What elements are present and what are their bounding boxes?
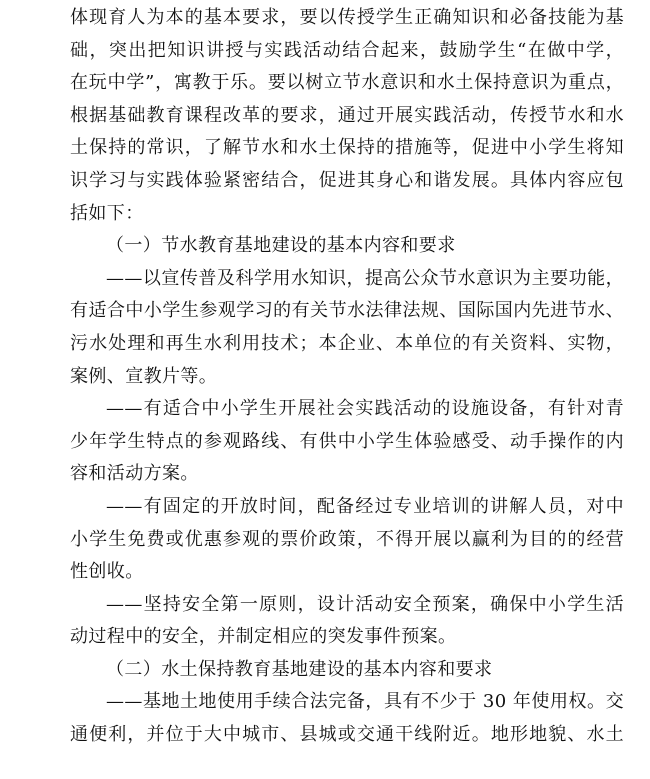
- text-line: 污水处理和再生水利用技术；本企业、本单位的有关资料、实物，: [70, 332, 624, 354]
- text-line: 少年学生特点的参观路线、有供中小学生体验感受、动手操作的内: [70, 430, 624, 452]
- text-line: ——坚持安全第一原则，设计活动安全预案，确保中小学生活: [106, 593, 624, 615]
- text-line: （二）水土保持教育基地建设的基本内容和要求: [106, 658, 493, 680]
- text-line: 动过程中的安全，并制定相应的突发事件预案。: [70, 626, 457, 648]
- text-line: 有适合中小学生参观学习的有关节水法律法规、国际国内先进节水、: [70, 300, 624, 322]
- text-line: 体现育人为本的基本要求，要以传授学生正确知识和必备技能为基: [70, 7, 624, 28]
- text-line: 容和活动方案。: [70, 463, 199, 485]
- text-line: ——有固定的开放时间，配备经过专业培训的讲解人员，对中: [106, 495, 624, 517]
- text-line: （一）节水教育基地建设的基本内容和要求: [106, 235, 456, 257]
- text-line: ——基地土地使用手续合法完备，具有不少于 30 年使用权。交: [106, 691, 624, 713]
- text-line: 性创收。: [70, 561, 144, 583]
- text-line: 根据基础教育课程改革的要求，通过开展实践活动，传授节水和水: [70, 104, 624, 126]
- text-line: 案例、宣教片等。: [70, 365, 218, 387]
- text-line: 在玩中学”，寓教于乐。要以树立节水意识和水土保持意识为重点，: [70, 72, 624, 94]
- text-line: 通便利，并位于大中城市、县城或交通干线附近。地形地貌、水土: [70, 724, 624, 746]
- text-line: 括如下：: [70, 202, 144, 224]
- text-line: 础，突出把知识讲授与实践活动结合起来，鼓励学生“在做中学，: [70, 39, 624, 61]
- text-line: 识学习与实践体验紧密结合，促进其身心和谐发展。具体内容应包: [70, 169, 624, 191]
- text-line: 土保持的常识，了解节水和水土保持的措施等，促进中小学生将知: [70, 137, 624, 159]
- text-line: ——以宣传普及科学用水知识，提高公众节水意识为主要功能，: [106, 267, 624, 289]
- text-line: ——有适合中小学生开展社会实践活动的设施设备，有针对青: [106, 398, 624, 420]
- text-line: 小学生免费或优惠参观的票价政策，不得开展以赢利为目的的经营: [70, 528, 624, 550]
